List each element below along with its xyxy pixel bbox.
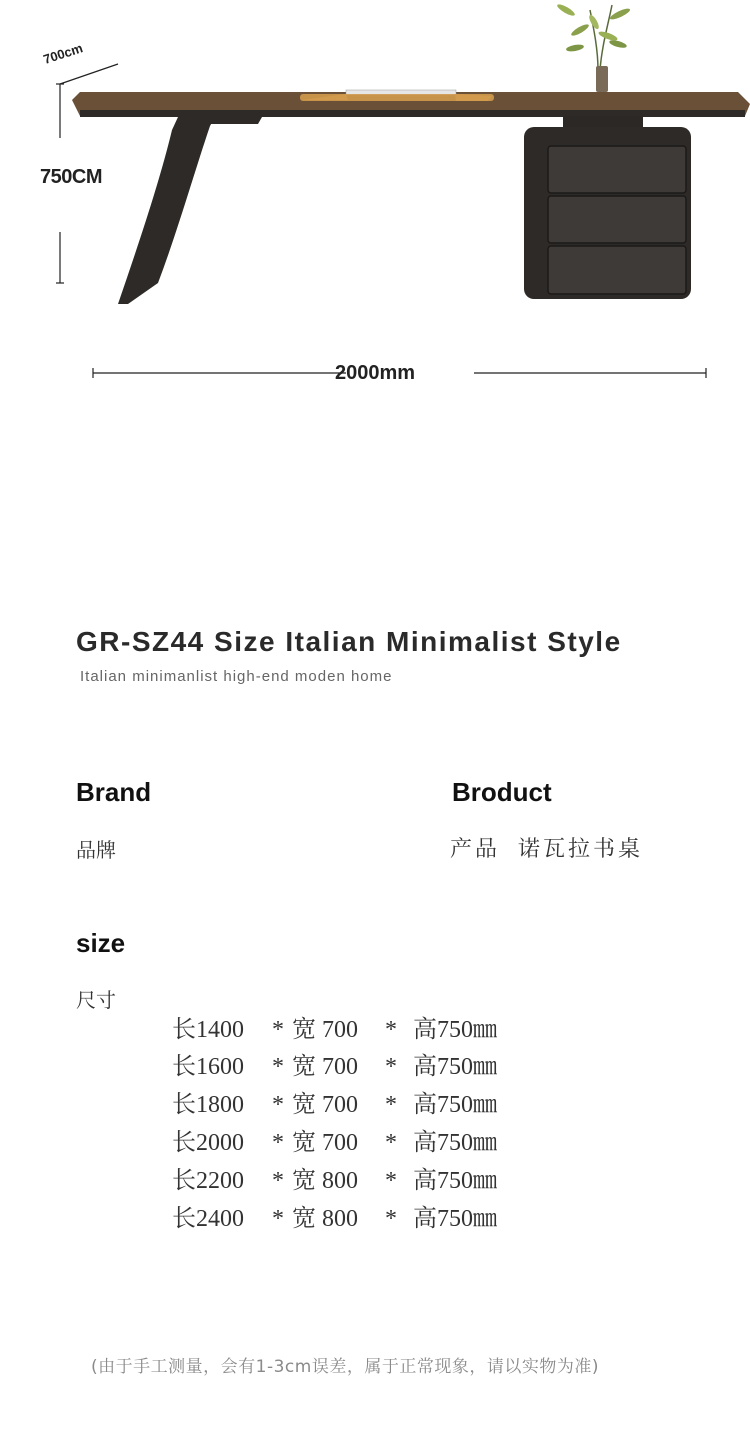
size-length: 长1800 bbox=[172, 1092, 244, 1118]
size-width: 宽 700 bbox=[292, 1054, 358, 1080]
desk-mat bbox=[300, 94, 494, 101]
size-length: 长2000 bbox=[172, 1130, 244, 1156]
product-subtitle: Italian minimanlist high-end moden home bbox=[80, 668, 393, 685]
size-width: 宽 700 bbox=[292, 1130, 358, 1156]
slanted-leg bbox=[118, 117, 215, 304]
size-width: 宽 800 bbox=[292, 1168, 358, 1194]
measurement-note: (由于手工测量，会有1-3cm误差，属于正常现象，请以实物为准) bbox=[91, 1357, 599, 1377]
size-height: 高750㎜ bbox=[413, 1017, 497, 1043]
size-height: 高750㎜ bbox=[413, 1168, 497, 1194]
size-height: 高750㎜ bbox=[413, 1130, 497, 1156]
size-length: 长2200 bbox=[172, 1168, 244, 1194]
plant-decoration bbox=[556, 2, 631, 92]
size-separator: * bbox=[385, 1017, 397, 1043]
size-separator: * bbox=[385, 1092, 397, 1118]
size-separator: * bbox=[385, 1130, 397, 1156]
product-title: GR-SZ44 Size Italian Minimalist Style bbox=[76, 626, 622, 657]
size-separator: * bbox=[272, 1168, 284, 1194]
brand-heading: Brand bbox=[76, 777, 152, 807]
size-height: 高750㎜ bbox=[413, 1054, 497, 1080]
size-length: 长2400 bbox=[172, 1206, 244, 1232]
size-separator: * bbox=[272, 1130, 284, 1156]
product-name: 诺瓦拉书桌 bbox=[518, 837, 644, 862]
size-separator: * bbox=[272, 1054, 284, 1080]
size-separator: * bbox=[385, 1206, 397, 1232]
size-height: 高750㎜ bbox=[413, 1092, 497, 1118]
product-info bbox=[450, 832, 643, 863]
product-heading: Broduct bbox=[452, 777, 552, 807]
size-separator: * bbox=[272, 1092, 284, 1118]
height-label: 750CM bbox=[40, 166, 102, 188]
size-length: 长1400 bbox=[172, 1017, 244, 1043]
size-height: 高750㎜ bbox=[413, 1206, 497, 1232]
width-label: 2000mm bbox=[334, 362, 416, 384]
size-separator: * bbox=[385, 1168, 397, 1194]
size-label: 尺寸 bbox=[76, 988, 116, 1012]
depth-label: 700cm bbox=[41, 40, 85, 67]
size-width: 宽 700 bbox=[292, 1092, 358, 1118]
brand-label: 品牌 bbox=[76, 838, 116, 862]
size-heading: size bbox=[76, 928, 126, 958]
depth-dimension-line bbox=[60, 64, 118, 84]
size-separator: * bbox=[385, 1054, 397, 1080]
desk-product-image bbox=[0, 0, 750, 320]
size-width: 宽 700 bbox=[292, 1017, 358, 1043]
product-label: 产品 bbox=[450, 837, 501, 862]
size-separator: * bbox=[272, 1206, 284, 1232]
size-width: 宽 800 bbox=[292, 1206, 358, 1232]
size-length: 长1600 bbox=[172, 1054, 244, 1080]
size-row bbox=[160, 1171, 523, 1233]
size-separator: * bbox=[272, 1017, 284, 1043]
